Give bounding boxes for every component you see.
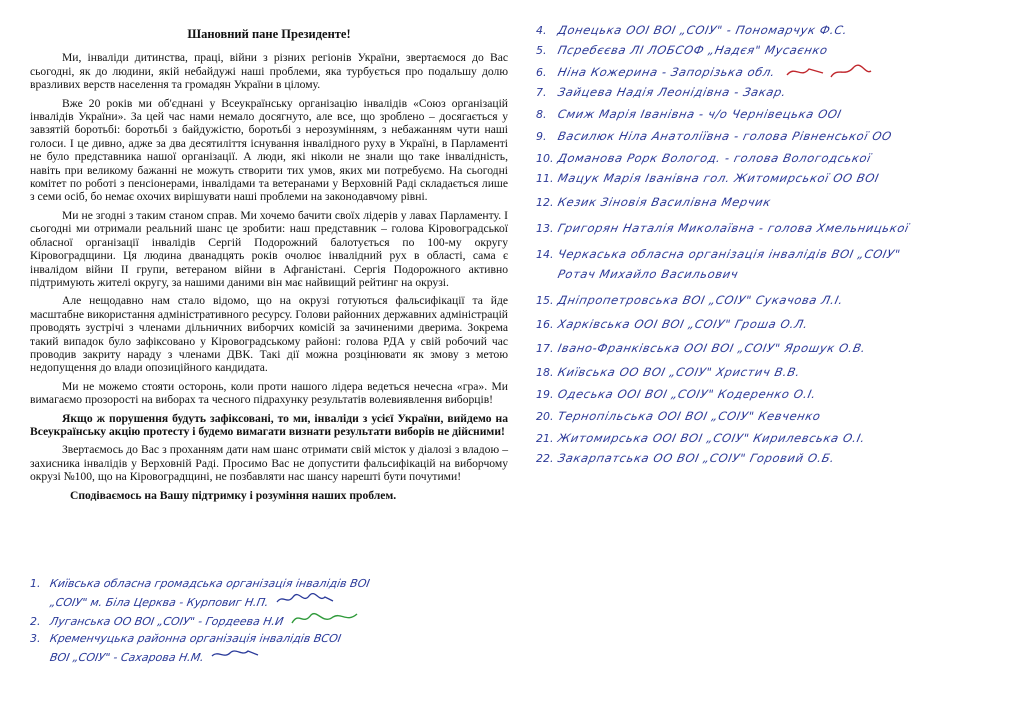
signature-text: Київська обласна громадська організація інвалідів ВОІ (48, 577, 371, 590)
letter-paragraph: Ми не згодні з таким станом справ. Ми хочемо бачити своїх лідерів у лавах Парламенту. І сьогодні ми отримали реальний шанс це зробити: наш представник – голова Кіровоградської обласної організації інвалідів Сергій Подорожний балотується по 100-му округу Кіровоградщини. Ця людина дванадцять років очолює інвалідний рух в області, сама є інвалідом війни ІІ групи, ветераном війни в Афганістані. Сергія Подорожного активно підтримують жителі округу, за нашими даними він має найвищий рейтинг на окрузі. (30, 208, 508, 289)
signature-text: Закарпатська ОО ВОІ „СОІУ" Горовий О.Б. (556, 451, 837, 465)
signature-number: 19. (536, 387, 554, 401)
signature-number: 1. (30, 577, 41, 590)
letter-title: Шановний пане Президенте! (187, 27, 351, 41)
signature-row (30, 630, 500, 647)
signature-text: Житомирська ООІ ВОІ „СОІУ" Кирилевська О.І. (556, 431, 867, 445)
signature-number: 10. (536, 151, 554, 165)
signature-number: 12. (536, 195, 554, 209)
signature-number: 13. (536, 221, 554, 235)
letter-demand: Якщо ж порушення будуть зафіксовані, то ми, інваліди з усієї України, вийдемо на Всеукраїнську акцію протесту і будемо вимагати визнати результати виборів не дійсними! (30, 411, 508, 438)
signature-row (536, 148, 1006, 168)
letter-paragraph: Ми, інваліди дитинства, праці, війни з різних регіонів України, звертаємося до Вас сьогодні, як до людини, якій небайдужі наші проблеми, яка турбується про подальшу долю вразливих верств населення та громадян України в цілому. (30, 51, 508, 92)
signature-text: Смиж Марія Іванівна - ч/о Чернівецька ООІ (556, 107, 844, 121)
signature-number: 7. (536, 85, 547, 99)
signature-number: 5. (536, 43, 547, 57)
signature-row (536, 406, 1006, 426)
signature-text: Кременчуцька районна організація інвалідів ВСОІ (48, 632, 343, 645)
signature-row (536, 104, 1006, 124)
signature-text: „СОІУ" м. Біла Церква - Курповиг Н.П. (48, 596, 270, 609)
letter-appeal: Звертаємось до Вас з проханням дати нам шанс отримати свій місток у діалозі з владою – захисника інвалідів у Верховній Раді. Просимо Вас не допустити фальсифікацій на виборчому окрузі №100, що на Кіровоградщині, не позбавляти нас шансу нарешті бути почутими! (30, 443, 508, 484)
signature-text: Мацук Марія Іванівна гол. Житомирської ОО ВОІ (556, 171, 881, 185)
signature-text: Донецька ООІ ВОІ „СОІУ" - Пономарчук Ф.С. (556, 23, 849, 37)
signature-number: 18. (536, 365, 554, 379)
signature-number: 6. (536, 65, 547, 79)
signature-row (536, 192, 1006, 212)
signature-text: Василюк Ніла Анатоліївна - голова Рівненської ОО (556, 129, 894, 143)
signature-number: 2. (30, 615, 41, 628)
signature-list-left (30, 575, 500, 666)
signature-text: Івано-Франківська ООІ ВОІ „СОІУ" Ярошук О.В. (556, 341, 868, 355)
signature-row (536, 244, 1006, 264)
signature-row (536, 428, 1006, 448)
signature-list-right (536, 20, 1006, 465)
signature-text: Черкаська обласна організація інвалідів ВОІ „СОІУ" (556, 247, 902, 261)
signature-text: Київська ОО ВОІ „СОІУ" Христич В.В. (556, 365, 802, 379)
signature-row (536, 448, 1006, 468)
signature-row (536, 40, 1006, 60)
signature-number: 17. (536, 341, 554, 355)
signature-row (536, 168, 1006, 188)
signature-text: Харківська ООІ ВОІ „СОІУ" Гроша О.Л. (556, 317, 810, 331)
signature-row (536, 82, 1006, 102)
signature-row (536, 384, 1006, 404)
signature-number: 22. (536, 451, 554, 465)
signature-row (536, 264, 1006, 284)
signature-text: Псребєєва ЛІ ЛОБСОФ „Надєя" Мусаєнко (556, 43, 830, 57)
signature-number: 8. (536, 107, 547, 121)
signature-text: Одеська ООІ ВОІ „СОІУ" Кодеренко О.І. (556, 387, 818, 401)
signature-row (30, 647, 500, 666)
letter-paragraph: Але нещодавно нам стало відомо, що на окрузі готуються фальсифікації та йде масштабне використання адміністративного ресурсу. Голови районних державних адміністрацій проводять зустрічі з членами дільничних виборчих комісій за зачиненими дверима. Зокрема такий випадок було зафіксовано у Кіровоградському районі: голова РДА у свій робочий час проводив закриту нараду з членами ДВК. Такі дії можна розцінювати як змову з метою недопущення до влади опозиційного кандидата. (30, 294, 508, 375)
handwritten-signature-mark (783, 63, 873, 81)
signature-row (536, 362, 1006, 382)
signature-text: Дніпропетровська ВОІ „СОІУ" Сукачова Л.І. (556, 293, 845, 307)
signature-text: ВОІ „СОІУ" - Сахарова Н.М. (48, 651, 205, 664)
signature-text: Доманова Рорк Вологод. - голова Вологодської (556, 151, 873, 165)
signature-text: Зайцева Надія Леонідівна - Закар. (556, 85, 788, 99)
letter-paragraph: Вже 20 років ми об'єднані у Всеукраїнську організацію інвалідів «Союз організацій інвалідів України». За цей час нами немало досягнуто, але все, що зроблено – досягається у завзятій боротьбі: боротьбі з байдужістю, боротьбі з нерозумінням, з небажанням чути наші голоси. І це дивно, адже за два десятиліття існування інвалідного руху в Україні, в Парламенті не було представника нашої організації. А люди, які ніколи не знали що таке інвалідність, навіть при великому бажанні не можуть створити тих умов, яких ми потребуємо. На сьогодні комітет по роботі з пенсіонерами, інвалідами та ветеранами у Верховній Раді складається лише з семи осіб, бо немає охочих вирішувати наші проблеми на законодавчому рівні. (30, 96, 508, 204)
signature-number: 16. (536, 317, 554, 331)
signature-row (536, 62, 1006, 82)
signature-text: Кезик Зіновія Василівна Мерчик (556, 195, 773, 209)
signature-row (536, 314, 1006, 334)
signature-text: Тернопільська ООІ ВОІ „СОІУ" Кевченко (556, 409, 823, 423)
signature-number: 9. (536, 129, 547, 143)
signature-row (536, 290, 1006, 310)
handwritten-signature-mark (289, 611, 349, 625)
signature-text: Ніна Кожерина - Запорізька обл. (556, 65, 777, 79)
letter-paragraph: Ми не можемо стояти осторонь, коли проти нашого лідера ведеться нечесна «гра». Ми вимагаємо прозорості на виборах та чесного підрахунку результатів волевиявлення виборців! (30, 379, 508, 407)
signature-number: 4. (536, 23, 547, 37)
signature-number: 15. (536, 293, 554, 307)
letter-closing: Сподіваємось на Вашу підтримку і розуміння наших проблем. (70, 488, 397, 502)
signature-number: 11. (536, 171, 554, 185)
signature-text: Луганська ОО ВОІ „СОІУ" - Гордеева Н.И (48, 615, 285, 628)
letter-body (30, 28, 508, 507)
signature-row (30, 611, 500, 630)
signature-row (536, 126, 1006, 146)
signature-row (30, 592, 500, 611)
signature-row (536, 338, 1006, 358)
signature-text: Григорян Наталія Миколаївна - голова Хмельницької (556, 221, 911, 235)
handwritten-signature-mark (275, 592, 335, 606)
signature-number: 21. (536, 431, 554, 445)
signature-row (30, 575, 500, 592)
signature-row (536, 218, 1006, 238)
handwritten-signature-mark (210, 647, 270, 661)
signature-row (536, 20, 1006, 40)
signature-text: Ротач Михайло Васильович (556, 267, 740, 281)
signature-number: 3. (30, 632, 41, 645)
signature-number: 20. (536, 409, 554, 423)
signature-number: 14. (536, 247, 554, 261)
